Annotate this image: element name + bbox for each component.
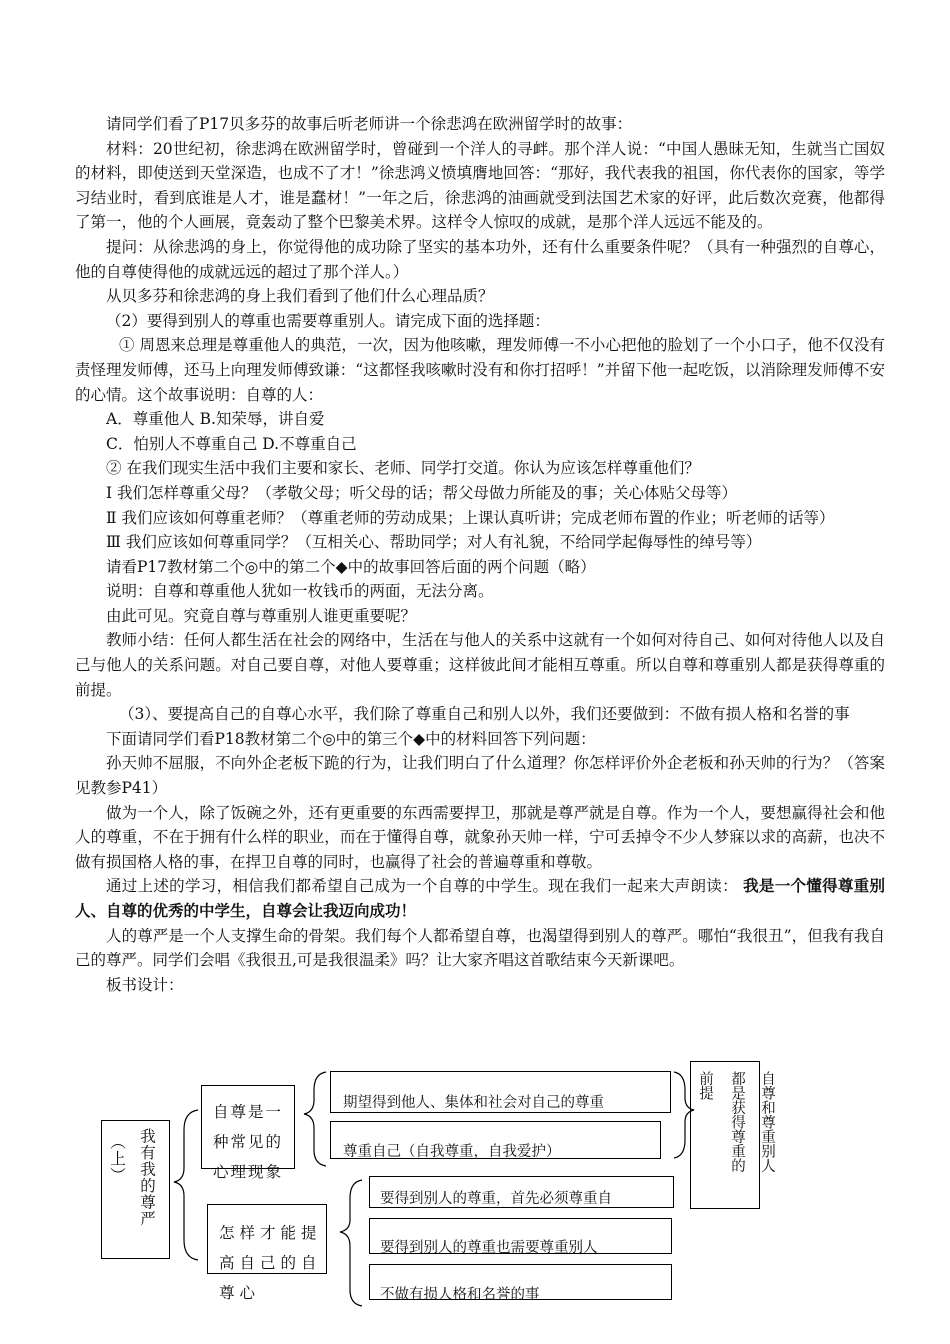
board-design-label: 板书设计： <box>106 975 184 994</box>
paragraph: 由此可见。究竟自尊与尊重别人谁更重要呢？ <box>106 606 417 625</box>
paragraph: 孙天帅不屈服，不向外企老板下跪的行为，让我们明白了什么道理？你怎样评价外企老板和孙天帅的行为？（答案见教参P41） <box>75 754 885 798</box>
branch-1-item-2: 尊重自己（自我尊重，自我爱护） <box>343 1144 561 1160</box>
right-col-3: 前提 <box>697 1071 713 1100</box>
branch-1-item-2-box <box>330 1121 661 1159</box>
brace-1 <box>304 1072 326 1166</box>
paragraph: （2）要得到别人的尊重也需要尊重别人。请完成下面的选择题： <box>106 311 550 330</box>
paragraph: C．怕别人不尊重自己 D.不尊重自己 <box>106 434 357 453</box>
paragraph-list <box>75 112 885 874</box>
branch-2-item-3-box <box>369 1264 672 1300</box>
board-title: 我有我的尊严 <box>138 1128 156 1227</box>
paragraph: 请看P17教材第二个◎中的第二个◆中的故事回答后面的两个问题（略） <box>106 557 596 576</box>
paragraph: 说明：自尊和尊重他人犹如一枚钱币的两面，无法分离。 <box>106 582 494 601</box>
paragraph: 材料：20世纪初，徐悲鸿在欧洲留学时，曾碰到一个洋人的寻衅。那个洋人说：“中国人愚昧无知，生就当亡国奴的材料，即使送到天堂深造，也成不了才！”徐悲鸿义愤填膺地回答：“那好，我代表我的祖国，你代表你的国家，等学习结业时，看到底谁是人才，谁是蠢材！”一年之后，徐悲鸿的油画就受到法国艺术家的好评，此后数次竞赛，他都得了第一，他的个人画展，竟轰动了整个巴黎美术界。这样令人惊叹的成就，是那个洋人远远不能及的。 <box>75 139 885 232</box>
document-body <box>75 112 885 997</box>
closing-paragraph: 人的尊严是一个人支撑生命的骨架。我们每个人都希望自尊，也渴望得到别人的尊严。哪怕“我很丑”，但我有我自己的尊严。同学们会唱《我很丑,可是我很温柔》吗？让大家齐唱这首歌结束今天新课吧。 <box>75 926 885 970</box>
paragraph: A．尊重他人 B.知荣辱，讲自爱 <box>106 410 325 429</box>
branch-2-label: 怎样才能提高自己的自尊心 <box>219 1224 322 1302</box>
read-aloud-prefix: 通过上述的学习，相信我们都希望自己成为一个自尊的中学生。现在我们一起来大声朗读： <box>106 877 738 896</box>
branch-1-box <box>201 1085 295 1169</box>
right-col-1: 自尊和尊重别人 <box>759 1071 775 1173</box>
paragraph: Ⅲ 我们应该如何尊重同学？（互相关心、帮助同学；对人有礼貌，不给同学起侮辱性的绰号等） <box>106 533 762 552</box>
branch-1-label: 自尊是一种常见的心理现象 <box>213 1103 284 1181</box>
brace-2 <box>340 1180 362 1306</box>
paragraph: ① 周恩来总理是尊重他人的典范，一次，因为他咳嗽，理发师傅一不小心把他的脸划了一个小口子，他不仅没有责怪理发师傅，还马上向理发师傅致谦：“这都怪我咳嗽时没有和你打招呼！”并留下他一起吃饭，以消除理发师傅不安的心情。这个故事说明：自尊的人： <box>75 336 885 404</box>
paragraph: 下面请同学们看P18教材第二个◎中的第三个◆中的材料回答下列问题： <box>106 729 596 748</box>
read-aloud-bold: 我是一个懂得尊重别人、自尊的优秀的中学生，自尊会让我迈向成功！ <box>75 876 885 920</box>
paragraph: 请同学们看了P17贝多芬的故事后听老师讲一个徐悲鸿在欧洲留学时的故事： <box>106 115 633 133</box>
brace-3 <box>674 1072 694 1158</box>
read-aloud-paragraph <box>75 874 885 923</box>
branch-2-item-2: 要得到别人的尊重也需要尊重别人 <box>380 1240 598 1256</box>
board-title-sub: （上） <box>108 1134 126 1184</box>
right-col-2: 都是获得尊重的 <box>729 1071 745 1173</box>
paragraph: 教师小结：任何人都生活在社会的网络中，生活在与他人的关系中这就有一个如何对待自己、如何对待他人以及自己与他人的关系问题。对自己要自尊，对他人要尊重；这样彼此间才能相互尊重。所以自尊和尊重别人都是获得尊重的前提。 <box>75 631 885 699</box>
paragraph: 做为一个人，除了饭碗之外，还有更重要的东西需要捍卫，那就是尊严就是自尊。作为一个人，要想赢得社会和他人的尊重，不在于拥有什么样的职业，而在于懂得自尊，就象孙天帅一样，宁可丢掉令不少人梦寐以求的高薪，也决不做有损国格人格的事，在捍卫自尊的同时，也赢得了社会的普遍尊重和尊敬。 <box>75 803 885 871</box>
branch-2-item-1: 要得到别人的尊重，首先必须尊重自 <box>380 1191 612 1207</box>
right-conclusion-box <box>690 1061 760 1209</box>
branch-1-item-1-box <box>330 1071 671 1113</box>
board-title-box <box>101 1120 170 1259</box>
paragraph: Ⅰ 我们怎样尊重父母？（孝敬父母；听父母的话；帮父母做力所能及的事；关心体贴父母等） <box>106 483 738 502</box>
paragraph: Ⅱ 我们应该如何尊重老师？（尊重老师的劳动成果；上课认真听讲；完成老师布置的作业；听老师的话等） <box>106 508 835 527</box>
branch-1-item-1: 期望得到他人、集体和社会对自己的尊重 <box>343 1095 604 1111</box>
branch-2-item-3: 不做有损人格和名誉的事 <box>380 1287 540 1303</box>
paragraph: （3）、要提高自己的自尊心水平，我们除了尊重自己和别人以外，我们还要做到：不做有损人格和名誉的事 <box>119 705 850 724</box>
branch-2-item-1-box <box>369 1176 674 1208</box>
paragraph: 从贝多芬和徐悲鸿的身上我们看到了他们什么心理品质？ <box>106 287 494 306</box>
branch-2-item-2-box <box>369 1218 672 1254</box>
paragraph: ② 在我们现实生活中我们主要和家长、老师、同学打交道。你认为应该怎样尊重他们？ <box>106 459 700 478</box>
branch-2-box <box>207 1204 327 1274</box>
paragraph: 提问：从徐悲鸿的身上，你觉得他的成功除了坚实的基本功外，还有什么重要条件呢？（具有一种强烈的自尊心，他的自尊使得他的成就远远的超过了那个洋人。） <box>75 237 885 281</box>
main-brace <box>174 1110 198 1260</box>
